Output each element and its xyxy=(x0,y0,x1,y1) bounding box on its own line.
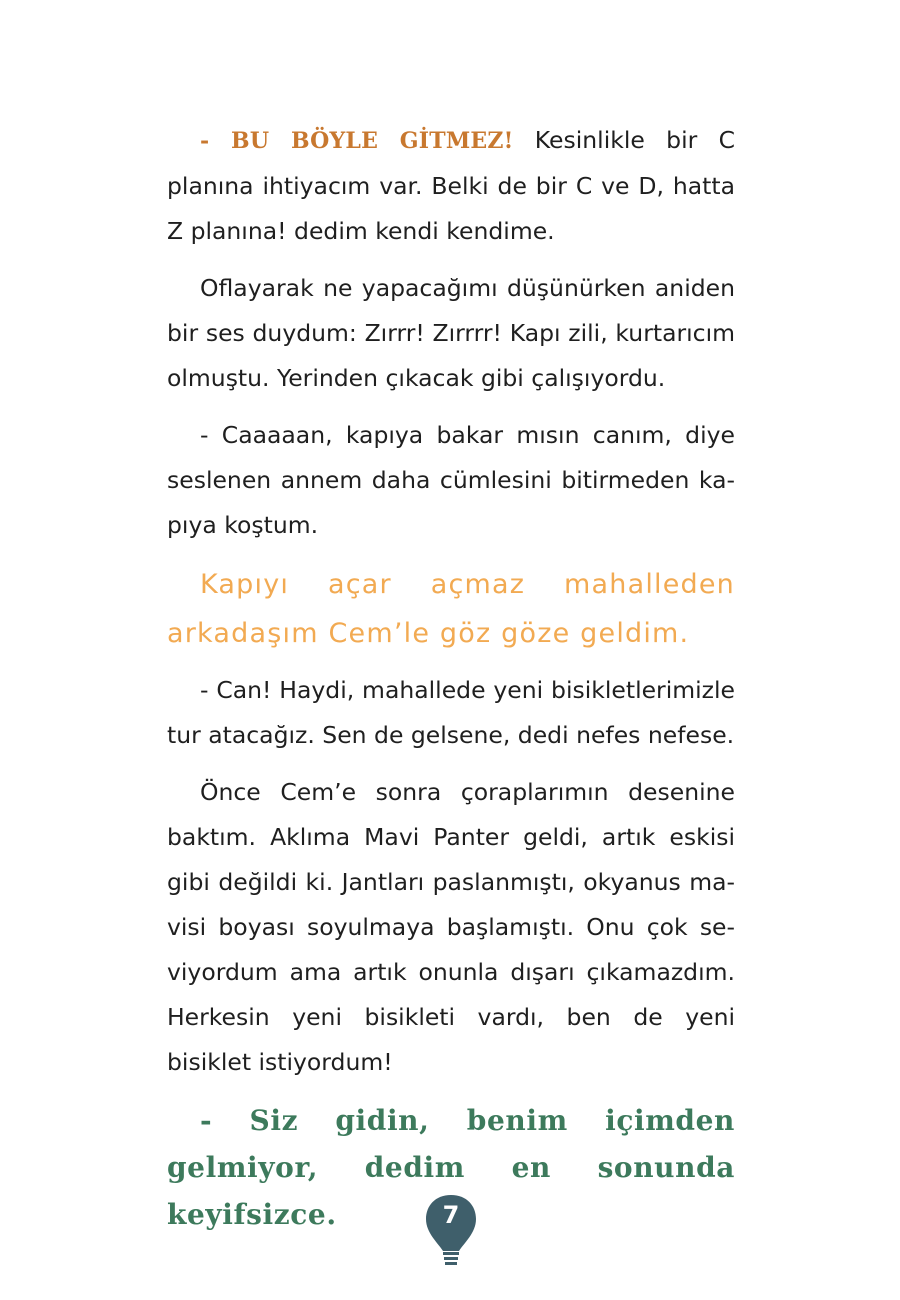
highlight-paragraph: Kapıyı açar açmaz mahalleden arkadaşım Cem’le göz göze geldim. xyxy=(167,569,735,649)
closing-paragraph: - Siz gidin, benim içimden gelmiyor, dedim en sonunda keyifsizce. xyxy=(167,1104,735,1231)
paragraph-6: Önce Cem’e sonra çoraplarımın desenine baktım. Aklıma Mavi Panter geldi, artık eskisi gibi değildi ki. Jantları paslanmıştı, okyanus mavisi boyası soyulmaya başlamıştı. Onu çok seviyordum ama artık onunla dışarı çıkamazdım. Herkesin yeni bisikleti vardı, ben de yeni bisiklet istiyordum! xyxy=(167,778,735,1076)
paragraph-2: Oflayarak ne yapacağımı düşünürken aniden bir ses duydum: Zırrr! Zırrrr! Kapı zili, kurtarıcım olmuştu. Yerinden çıkacak gibi çalışıyordu. xyxy=(167,274,735,392)
page-body xyxy=(167,118,735,1238)
shout-text: - BU BÖYLE GİTMEZ! xyxy=(200,128,514,154)
paragraph-3: - Caaaaan, kapıya bakar mısın canım, diye seslenen annem daha cümlesini bitirmeden kapıya koştum. xyxy=(167,421,735,539)
page-number-badge xyxy=(422,1193,480,1271)
page-number: 7 xyxy=(442,1201,460,1229)
paragraph-1-text: Kesinlikle bir C planına ihtiyacım var. Belki de bir C ve D, hatta Z planına! dedim kendi kendime. xyxy=(167,126,735,245)
paragraph-1 xyxy=(167,118,735,254)
paragraph-5: - Can! Haydi, mahallede yeni bisikletlerimizle tur atacağız. Sen de gelsene, dedi nefes nefese. xyxy=(167,676,735,749)
